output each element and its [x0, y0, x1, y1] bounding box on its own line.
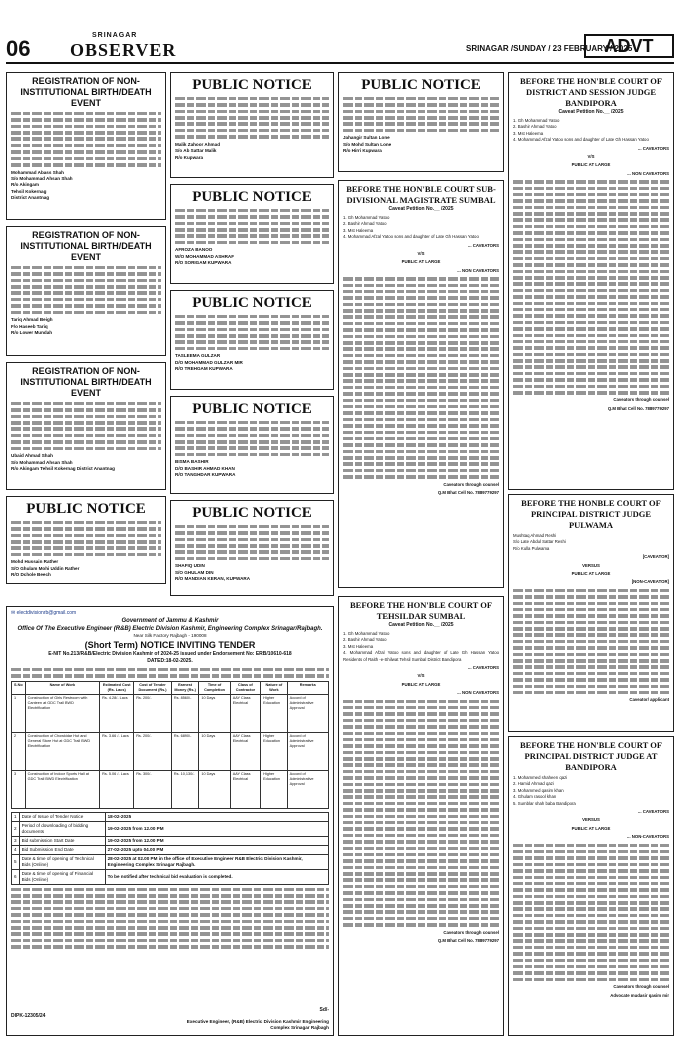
public-notice-left	[6, 496, 166, 584]
caveators-label: ... CAVEATORS	[467, 242, 499, 248]
registration-notice-3	[6, 362, 166, 490]
petition-body	[343, 700, 499, 927]
dipk-number: DIPK-12305/24	[11, 1013, 46, 1019]
caveator-list: 1. Gh Mohammad Yatoo 2. Bashir Ahmad Yatoo 3. Mst Haleema 4. Mohammad Afzal Yatoo sons and daughter of Late Gh Hassan Yatoo	[343, 215, 479, 240]
schedule-row: 1 Date of Issue of Tender Notice 18-02-2025	[12, 812, 329, 821]
table-header-row: S.No Name of Work Estimated Cost (Rs. Lacs) Cost of Tender Document (Rs.) Earnest Money (Rs.) Time of Completion Class of Contractor Nature of Work Remarks	[12, 681, 329, 694]
tender-signoff: Sd/-	[319, 1007, 329, 1013]
caveator-list: 1. Gh Mohammad Yatoo 2. Bashir Ahmad Yatoo 3. Mst Haleema 4. Mohammad Afzal Yatoo sons and daughter of Late Gh Hassan Yatoo Residents of Raith -e-Shilwat Tehsil Sumbal District Bandipora	[343, 631, 499, 662]
court-title: BEFORE THE HON'BLE COURT OF PRINCIPAL DISTRICT JUDGE AT BANDIPORA	[519, 740, 663, 772]
petition-body	[513, 589, 669, 695]
tender-dated: DATED:18-02-2025.	[147, 658, 193, 664]
notice-signature: BISMA BASHIR D/O BASHIR AHMAD KHAN R/O TANGHDAR KUPWARA	[175, 459, 236, 478]
caveat-sdm-sumbal	[338, 180, 504, 588]
tender-notice	[6, 606, 334, 1036]
notice-title: PUBLIC NOTICE	[192, 401, 312, 417]
notice-title: PUBLIC NOTICE	[192, 189, 312, 205]
notice-signature: Malik Zahoor Ahmad S/o Ab Sattar Malik R/o Kupwara	[175, 141, 221, 160]
notice-signature: Mohd Hussain Rather S/O Ghulam Mohi Uddin Rather R/O Dchole Beech	[11, 559, 80, 578]
petition-body	[513, 180, 669, 394]
caveators-label: ... CAVEATORS	[637, 145, 669, 151]
tender-conditions	[11, 888, 329, 949]
non-caveator-label: [NON-CAVEATOR]	[631, 579, 669, 585]
schedule-row: 4 Bid Submission End Date 27-02-2025 upto 04.00 PM	[12, 845, 329, 854]
non-caveators-label: ... NON CAVEATORS	[457, 690, 499, 696]
notice-title: REGISTRATION OF NON-INSTITUTIONAL BIRTH/DEATH EVENT	[20, 76, 152, 108]
notice-title: PUBLIC NOTICE	[192, 505, 312, 521]
caveator-list: 1. Mohammed shaheen qazi 2. Hamid Ahmad qazi 3. Mohammed qasim khan 4. Ghulam rasool khan 5. Sumblar shah baba Bandipora	[513, 775, 576, 806]
tender-email[interactable]: ✉ electdivisionrb@gmail.com	[11, 610, 77, 616]
header-rule	[6, 62, 674, 64]
caveator-label: [CAVEATOR]	[642, 554, 669, 560]
public-at-large: PUBLIC AT LARGE	[571, 571, 611, 577]
caveator-list: Mushtaq Ahmad Reshi S/o Late Abdul Sattar Reshi R/o Kulla Pulwama	[513, 533, 566, 551]
tender-near: Near Silk Factory Rajbagh - 190008	[133, 633, 207, 638]
non-caveators-label: ... NON CAVEATORS	[457, 267, 499, 273]
tender-enit: E-NIT No.213/R&B/Electric Division Kashmir of 2024-25 issued under Endorsement No: ERB/10610-618	[48, 651, 292, 657]
section-badge: ADVT	[584, 34, 674, 58]
brand-city: SRINAGAR	[92, 32, 138, 39]
versus-label: V/S	[417, 251, 425, 257]
notice-signature: Jahangir Sultan Lone S/o Mohd Sultan Lone R/o Hirri Kupwara	[343, 135, 392, 154]
petition-body	[513, 844, 669, 982]
versus-label: VERSUS	[582, 817, 600, 823]
public-notice-mid-3	[170, 290, 334, 390]
non-caveators-label: ... NON-CAVEATORS	[626, 834, 669, 840]
notice-signature: AFROZA BANOO W/O MOHAMMAD ASHRAF R/O SORIGAM KUPWARA	[175, 247, 235, 266]
counsel-through: Caveators through counsel	[443, 481, 499, 487]
table-row: 3 Construction of Indoor Sports Hall at GDC Trall BWD Electrification Rs. 5.06 /- Lacs Rs. 300/- Rs. 10,130/- 10 Days AAY Class Electrical Higher Education Accord of Administrative Approval	[12, 770, 329, 808]
counsel-through: Caveators through counsel	[443, 929, 499, 935]
public-at-large: PUBLIC AT LARGE	[401, 259, 441, 265]
public-notice-mid-2	[170, 184, 334, 284]
versus-label: V/S	[587, 154, 595, 160]
petition-body	[343, 277, 499, 479]
notice-body	[175, 421, 329, 456]
notice-body	[175, 315, 329, 350]
notice-body	[343, 97, 499, 132]
notice-body	[11, 266, 161, 314]
notice-body	[11, 521, 161, 556]
public-at-large: PUBLIC AT LARGE	[571, 162, 611, 168]
caveat-sessions-bandipora	[508, 72, 674, 490]
counsel-through: Caveators through counsel	[613, 397, 669, 403]
notice-title: REGISTRATION OF NON-INSTITUTIONAL BIRTH/DEATH EVENT	[20, 230, 152, 262]
page-number: 06	[6, 36, 31, 61]
public-at-large: PUBLIC AT LARGE	[571, 825, 611, 831]
court-title: BEFORE THE HON'BLE COURT OF TEHSILDAR SUMBAL	[349, 600, 493, 621]
tender-intro	[11, 668, 329, 678]
schedule-row: 6 Date & time of opening of Financial Bids (Online) To be notified after technical bid evaluation is completed.	[12, 869, 329, 884]
non-caveators-label: ... NON CAVEATORS	[627, 170, 669, 176]
public-notice-mid-5	[170, 500, 334, 596]
counsel-contact: Q.M Bhat Cell No. 7889779297	[437, 938, 499, 944]
court-title: BEFORE THE HONBLE COURT OF PRINCIPAL DISTRICT JUDGE PULWAMA	[521, 498, 661, 530]
notice-body	[175, 209, 329, 244]
issue-date: SRINAGAR /SUNDAY / 23 FEBRUARY / 2025	[466, 44, 633, 53]
petition-number: Caveat Petition No.__ /2025	[388, 622, 454, 628]
schedule-row: 3 Bid submission Start Date 19-02-2025 from 12.00 PM	[12, 836, 329, 845]
notice-title: PUBLIC NOTICE	[361, 77, 481, 93]
versus-label: VERSUS	[582, 562, 600, 568]
caveat-pulwama	[508, 494, 674, 732]
court-title: BEFORE THE HON'BLE COURT SUB-DIVISIONAL MAGISTRATE SUMBAL	[346, 184, 496, 205]
tender-office: Office Of The Executive Engineer (R&B) Electric Division Kashmir, Engineering Complex Srinagar/Rajbagh.	[17, 626, 323, 632]
counsel-through: Caveators through counsel	[613, 984, 669, 990]
caveat-tehsildar-sumbal	[338, 596, 504, 1036]
registration-notice-1	[6, 72, 166, 220]
caveators-label: ... CAVEATORS	[467, 665, 499, 671]
notice-body	[11, 112, 161, 167]
table-row: 2 Construction of Chowkidar Hut and General Store Hut at GDC Trall BWD Electrification Rs. 3.66 /- Lacs Rs. 200/- Rs. 6890/- 10 Days AAY Class Electrical Higher Education Accord of Administrative Approval	[12, 732, 329, 770]
caveat-principal-bandipora	[508, 736, 674, 1036]
notice-title: PUBLIC NOTICE	[192, 295, 312, 311]
counsel-contact: Q.M Bhat Cell No. 7889779297	[607, 405, 669, 411]
notice-title: PUBLIC NOTICE	[192, 77, 312, 93]
petition-number: Caveat Petition No.__ /2025	[558, 109, 624, 115]
registration-notice-2	[6, 226, 166, 356]
tender-government: Government of Jammu & Kashmir	[121, 618, 219, 624]
notice-signature: Ubaid Ahmad Shah S/o Mohammad Ahsan Shah R/o Akingam Tehsil Kokernag District Anantnag	[11, 453, 115, 471]
court-title: BEFORE THE HON'BLE COURT OF DISTRICT AND SESSION JUDGE BANDIPORA	[519, 76, 663, 108]
caveator-list: 1. Gh Mohammad Yatoo 2. Bashir Ahmad Yatoo 3. Mst Haleema 4. Mohammad Afzal Yatoo sons and daughter of Late Gh Hassan Yatoo	[513, 118, 649, 143]
notice-body	[175, 97, 329, 139]
tender-title: (Short Term) NOTICE INVITING TENDER	[84, 640, 256, 650]
caveator-sign: Caveator/ applicant	[629, 697, 669, 703]
public-notice-mid-1	[170, 72, 334, 178]
counsel-contact: Q.M Bhat Cell No. 7889779297	[437, 490, 499, 496]
notice-body	[175, 525, 329, 560]
mail-icon: ✉	[11, 610, 17, 616]
notice-signature: TASLEEMA GULZAR D/O MOHAMMAD GULZAR MIR R/O TREHGAM KUPWARA	[175, 353, 243, 372]
notice-signature: SHAFIQ UDIN S/O GHULAM DIN R/O MANDIAN KERAN, KUPWARA	[175, 563, 251, 582]
notice-signature: Mohammad Abass Shah S/o Mohammad Ahsan Shah R/o Akingam Tehsil Kokernag District Anantnag	[11, 169, 73, 201]
petition-number: Caveat Petition No.__ /2025	[388, 206, 454, 212]
tender-works-table	[11, 681, 329, 809]
counsel-contact: Advocate mudasir qasim mir	[610, 992, 669, 998]
table-row: 1 Construction of Girls Restroom with Canteen at GDC Trall BWD Electrification Rs. 4.28/- Lacs Rs. 200/- Rs. 8560/- 10 Days AAY Class Electrical Higher Education Accord of Administrative Approval	[12, 694, 329, 732]
public-notice-right	[338, 72, 504, 172]
brand-logo: OBSERVER	[70, 40, 177, 60]
tender-signer: Executive Engineer, (R&B) Electric Division Kashmir Engineering Complex Srinagar Rajbagh	[186, 1019, 329, 1030]
public-notice-mid-4	[170, 396, 334, 494]
page-header	[0, 0, 680, 62]
notice-title: REGISTRATION OF NON-INSTITUTIONAL BIRTH/DEATH EVENT	[20, 366, 152, 398]
public-at-large: PUBLIC AT LARGE	[401, 681, 441, 687]
caveators-label: ... CAVEATORS	[637, 809, 669, 815]
notice-signature: Tariq Ahmad Beigh F/o Haseeb Tariq R/o Lower Mundah	[11, 317, 53, 335]
tender-schedule-table	[11, 812, 329, 885]
schedule-row: 5 Date & time of opening of Technical Bids (Online) 28-02-2025 at 02.00 PM in the office of Executive Engineer R&B Electric Division Kashmir, Engineering Complex Srinagar Rajbagh.	[12, 854, 329, 869]
notice-title: PUBLIC NOTICE	[26, 501, 146, 517]
notice-body	[11, 402, 161, 450]
schedule-row: 2 Period of downloading of bidding documents 19-02-2025 from 12.00 PM	[12, 821, 329, 836]
versus-label: V/S	[417, 673, 425, 679]
